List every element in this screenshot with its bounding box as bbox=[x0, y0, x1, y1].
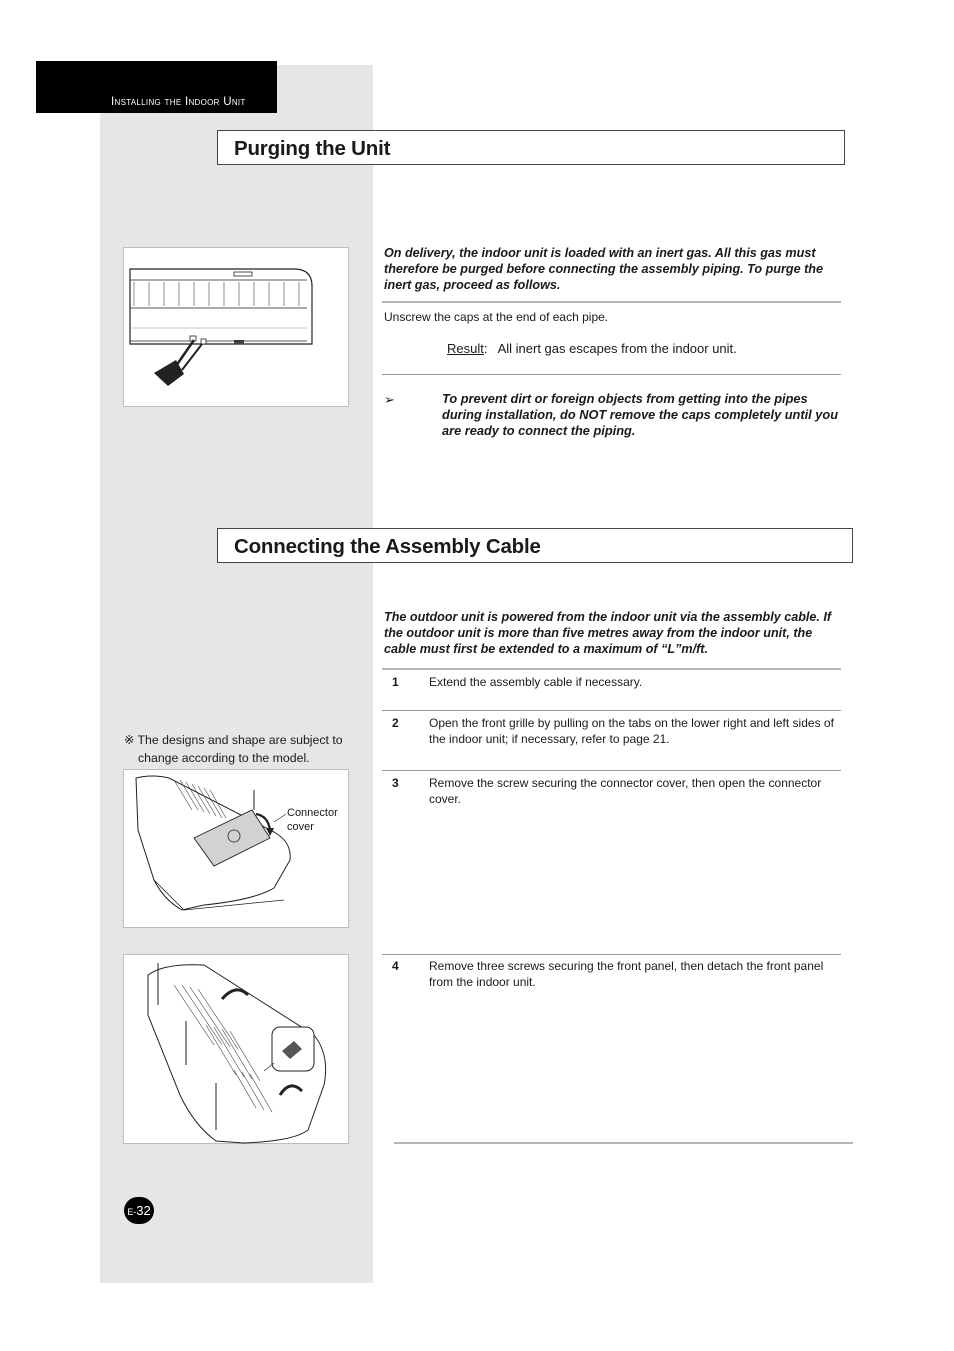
indoor-unit-illustration bbox=[124, 248, 350, 408]
page-prefix: E- bbox=[127, 1207, 137, 1217]
result-text: All inert gas escapes from the indoor unit. bbox=[497, 341, 737, 356]
reference-mark-icon: ※ bbox=[124, 733, 135, 747]
figure-front-panel-screws bbox=[123, 954, 349, 1144]
divider bbox=[382, 954, 841, 955]
note-arrow-icon: ➢ bbox=[384, 392, 395, 407]
purging-intro: On delivery, the indoor unit is loaded with an inert gas. All this gas must therefore be purged before connecting the assembly piping. To purge the inert gas, proceed as follows. bbox=[384, 246, 823, 292]
page-number-badge bbox=[124, 1197, 154, 1224]
connector-cover-illustration bbox=[124, 770, 350, 929]
divider bbox=[382, 301, 841, 303]
connector-cover-label: Connector cover bbox=[287, 807, 338, 833]
purging-result: Result: All inert gas escapes from the indoor unit. bbox=[447, 341, 737, 356]
divider bbox=[382, 710, 841, 711]
divider bbox=[382, 770, 841, 771]
section-title-purging bbox=[217, 130, 845, 165]
figure-connector-cover bbox=[123, 769, 349, 928]
page-number: 32 bbox=[136, 1203, 151, 1218]
divider bbox=[394, 1142, 853, 1144]
step-text: Extend the assembly cable if necessary. bbox=[429, 675, 643, 689]
result-label: Result bbox=[447, 341, 484, 356]
step-number: 1 bbox=[392, 675, 399, 689]
section-heading: Connecting the Assembly Cable bbox=[234, 535, 541, 558]
step-number: 2 bbox=[392, 716, 399, 730]
chapter-label: Installing the Indoor Unit bbox=[111, 96, 246, 108]
front-panel-illustration bbox=[124, 955, 350, 1145]
figure-indoor-unit-pipes bbox=[123, 247, 349, 407]
divider bbox=[382, 668, 841, 670]
step-text: Open the front grille by pulling on the tabs on the lower right and left sides of the indoor unit; if necessary, refer to page 21. bbox=[429, 716, 834, 746]
section-title-cable bbox=[217, 528, 853, 563]
design-disclaimer bbox=[124, 731, 354, 767]
divider bbox=[382, 374, 841, 375]
cable-intro: The outdoor unit is powered from the indoor unit via the assembly cable. If the outdoor unit is more than five metres away from the indoor unit, the cable must first be extended to a maximum of “L”m/ft. bbox=[384, 610, 832, 656]
chapter-header bbox=[36, 61, 277, 113]
step-number: 4 bbox=[392, 959, 399, 973]
step-text: Remove the screw securing the connector cover, then open the connector cover. bbox=[429, 776, 822, 806]
section-heading: Purging the Unit bbox=[234, 137, 391, 160]
purging-instruction: Unscrew the caps at the end of each pipe. bbox=[384, 310, 609, 324]
step-text: Remove three screws securing the front panel, then detach the front panel from the indoor unit. bbox=[429, 959, 824, 989]
step-number: 3 bbox=[392, 776, 399, 790]
purging-note: To prevent dirt or foreign objects from getting into the pipes during installation, do NOT remove the caps completely until you are ready to connect the piping. bbox=[442, 391, 839, 438]
disclaimer-line: The designs and shape are subject to bbox=[137, 733, 343, 747]
disclaimer-line: change according to the model. bbox=[138, 751, 310, 765]
